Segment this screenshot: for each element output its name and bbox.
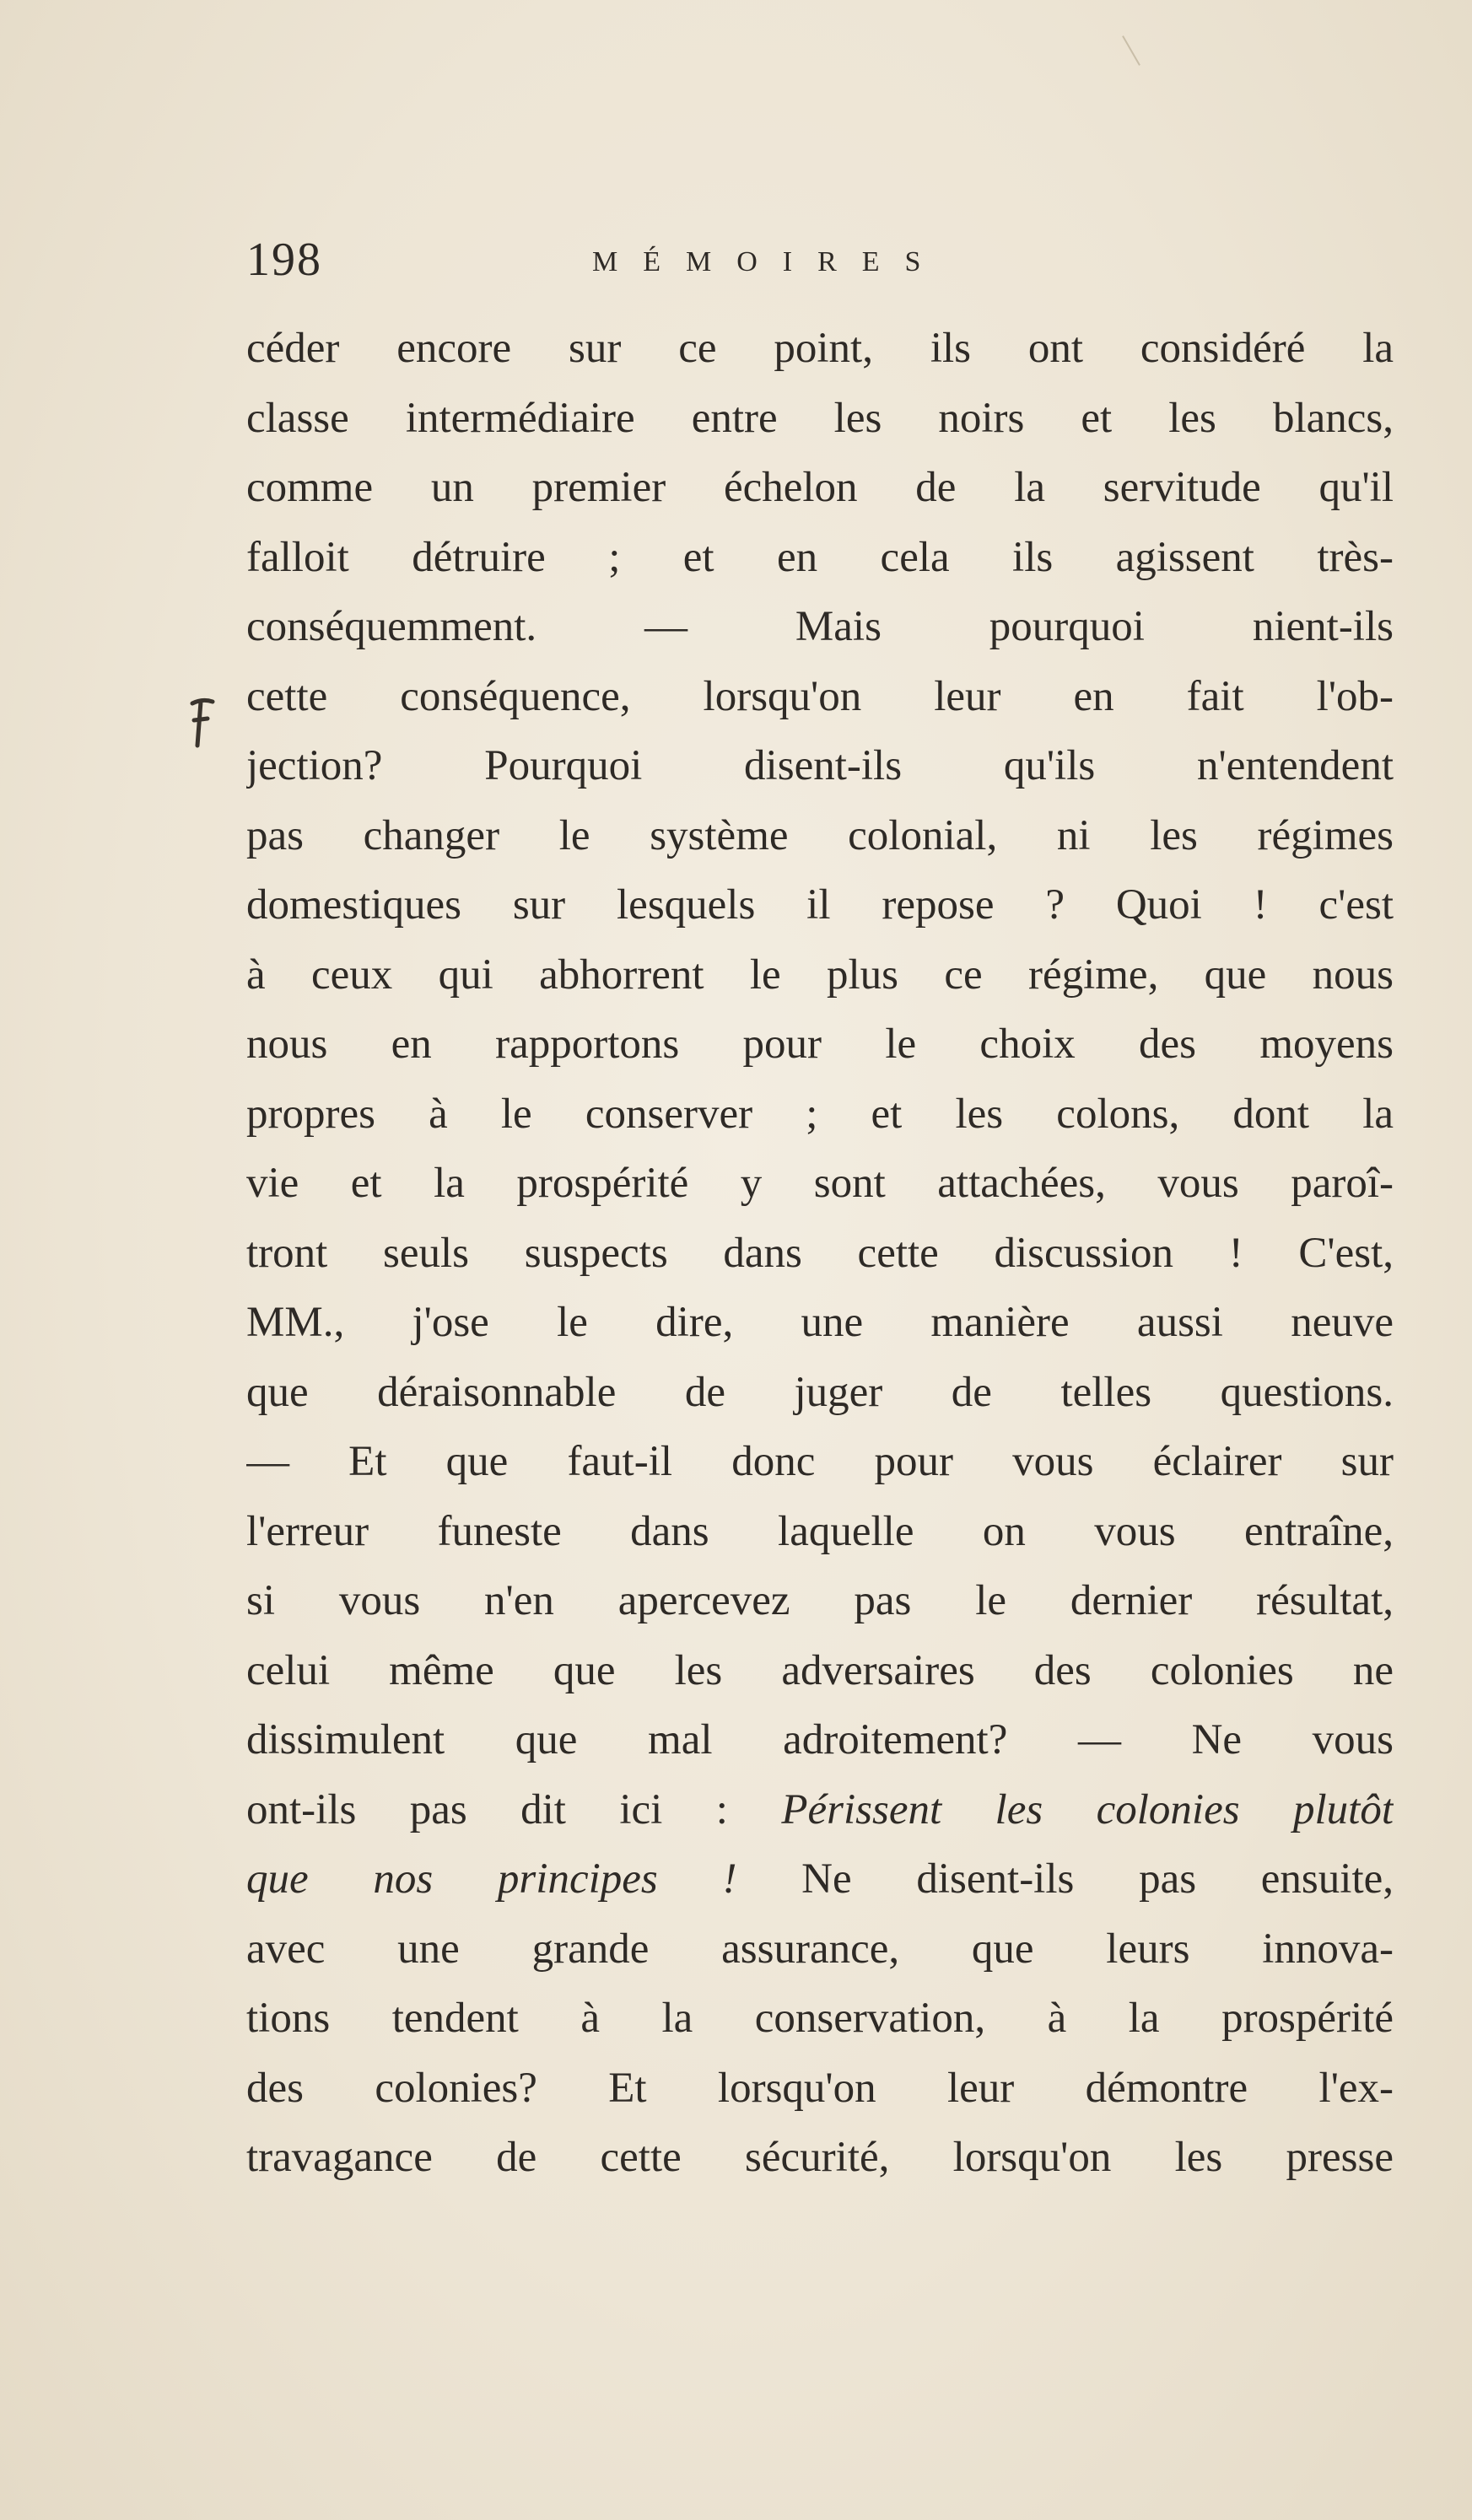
text-line-with-italic [246, 1844, 1394, 1914]
text-line: comme un premier échelon de la servitude qu'il [246, 464, 1394, 511]
running-head: MÉMOIRES [592, 246, 946, 277]
margin-annotation-mark [187, 695, 218, 751]
text-line: MM., j'ose le dire, une manière aussi neuve [246, 1299, 1394, 1346]
text-line: nous en rapportons pour le choix des moyens [246, 1020, 1394, 1068]
text-line: des colonies? Et lorsqu'on leur démontre l'ex- [246, 2064, 1394, 2112]
text-line: jection? Pourquoi disent-ils qu'ils n'entendent [246, 742, 1394, 789]
text-line: tront seuls suspects dans cette discussion ! C'est, [246, 1229, 1394, 1277]
italic-quote: que nos principes ! [246, 1855, 737, 1903]
paper-crease [1122, 35, 1140, 66]
text-line: travagance de cette sécurité, lorsqu'on les presse [246, 2134, 1394, 2181]
text-line: l'erreur funeste dans laquelle on vous entraîne, [246, 1507, 1394, 1555]
text-line: propres à le conserver ; et les colons, dont la [246, 1090, 1394, 1138]
page-header [246, 226, 1410, 293]
text-line: falloit détruire ; et en cela ils agissent très- [246, 533, 1394, 581]
text-line-with-italic [246, 1775, 1394, 1845]
page-number: 198 [246, 234, 322, 286]
italic-quote: Périssent les colonies plutôt [781, 1785, 1394, 1833]
text-line: pas changer le système colonial, ni les régimes [246, 811, 1394, 859]
text-line: tions tendent à la conservation, à la prospérité [246, 1995, 1394, 2042]
text-line: — Et que faut-il donc pour vous éclairer sur [246, 1438, 1394, 1485]
text-line: cette conséquence, lorsqu'on leur en fait l'ob- [246, 672, 1394, 720]
text-line: que déraisonnable de juger de telles questions. [246, 1368, 1394, 1416]
body-text [246, 314, 1394, 2193]
text-segment: ont-ils pas dit ici : [246, 1785, 728, 1833]
text-line: céder encore sur ce point, ils ont considéré la [246, 325, 1394, 372]
text-line: dissimulent que mal adroitement? — Ne vous [246, 1716, 1394, 1763]
text-line: si vous n'en apercevez pas le dernier résultat, [246, 1577, 1394, 1624]
text-line: conséquemment. — Mais pourquoi nient-ils [246, 603, 1394, 650]
text-line: celui même que les adversaires des colonies ne [246, 1646, 1394, 1694]
text-line: vie et la prospérité y sont attachées, vous paroî- [246, 1160, 1394, 1207]
text-line: domestiques sur lesquels il repose ? Quoi ! c'est [246, 881, 1394, 929]
text-line: classe intermédiaire entre les noirs et les blancs, [246, 394, 1394, 442]
text-line: avec une grande assurance, que leurs innova- [246, 1925, 1394, 1973]
text-segment: Ne disent-ils pas ensuite, [736, 1855, 1394, 1903]
text-line: à ceux qui abhorrent le plus ce régime, que nous [246, 950, 1394, 999]
